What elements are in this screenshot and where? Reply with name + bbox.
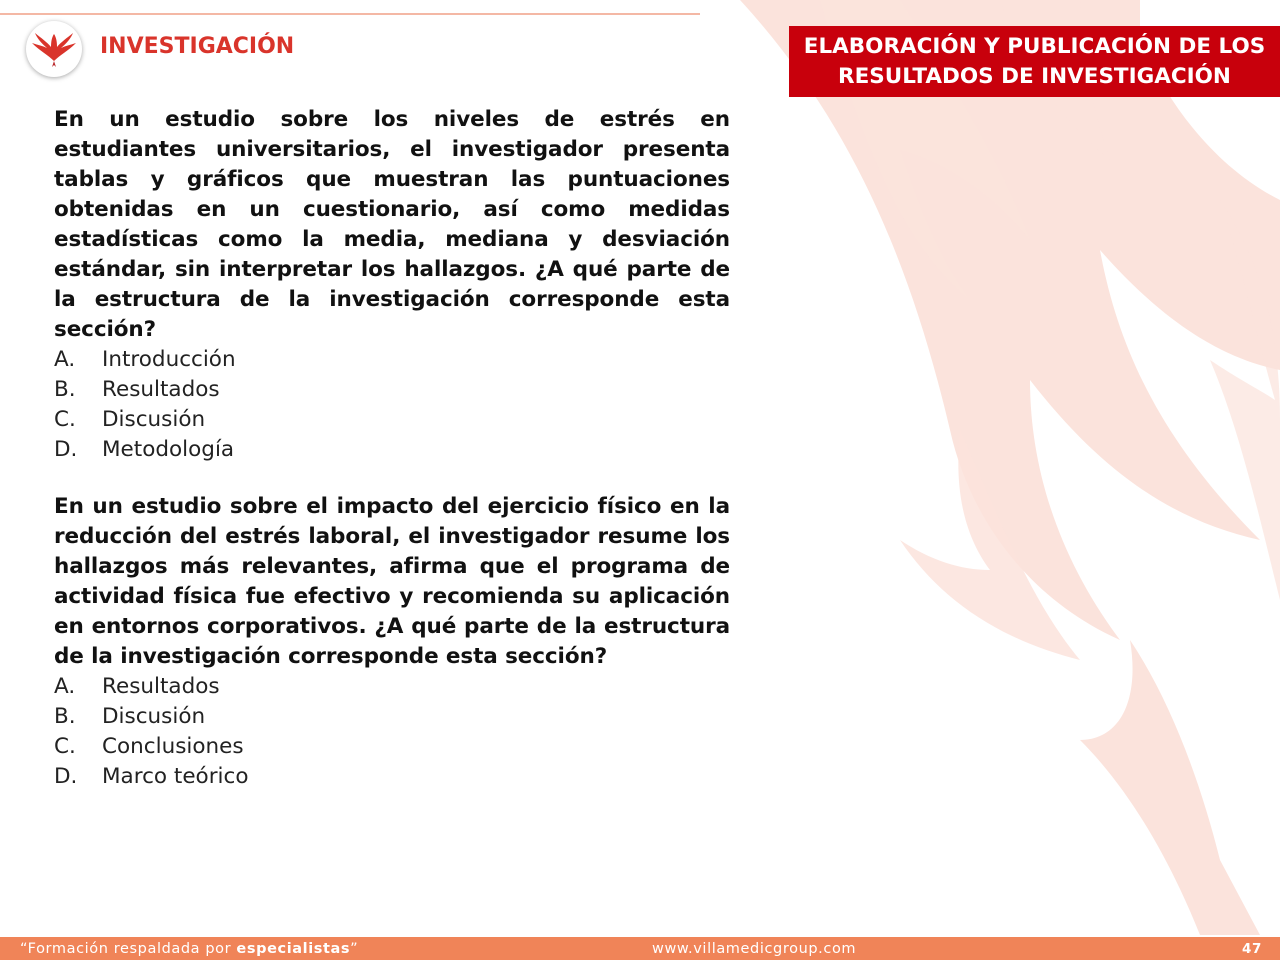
footer-slogan-bold: especialistas [236,941,351,957]
footer-slogan [20,937,358,961]
option-letter: C. [54,734,76,759]
option-letter: B. [54,377,76,402]
header-banner-line2: RESULTADOS DE INVESTIGACIÓN [838,64,1231,89]
option-label: Marco teórico [102,764,249,789]
footer-bar [0,937,1280,960]
option-letter: A. [54,347,76,372]
question-text: En un estudio sobre el impacto del ejercicio físico en la reducción del estrés laboral, el investigador resume los hallazgos más relevantes, afirma que el programa de actividad física fue efectivo y recomienda su aplicación en entornos corporativos. ¿A qué parte de la estructura de la investigación corresponde esta sección? [54,494,730,669]
footer-slogan-prefix: “Formación respaldada por [20,941,237,957]
section-title: INVESTIGACIÓN [100,34,295,59]
footer-website-link[interactable]: www.villamedicgroup.com [652,941,857,957]
option-letter: D. [54,764,78,789]
option-letter: B. [54,704,76,729]
option-label: Resultados [102,377,220,402]
footer-slogan-suffix: ” [350,941,359,957]
option-list [54,345,730,465]
option-label: Metodología [102,437,235,462]
option-list [54,672,730,792]
option-label: Discusión [102,407,206,432]
option-letter: C. [54,407,76,432]
option-letter: D. [54,437,78,462]
phoenix-logo-icon [26,21,82,77]
page-number: 47 [1242,941,1262,957]
question-block-1 [54,105,730,465]
header-banner [789,26,1280,97]
option-item [54,435,730,465]
option-item [54,672,730,702]
option-item [54,345,730,375]
phoenix-watermark [700,0,1280,935]
option-item [54,375,730,405]
option-label: Introducción [102,347,236,372]
option-letter: A. [54,674,76,699]
company-logo [26,21,82,77]
question-block-2 [54,492,730,792]
option-item [54,732,730,762]
option-item [54,762,730,792]
option-label: Conclusiones [102,734,244,759]
option-label: Resultados [102,674,220,699]
option-item [54,702,730,732]
question-text: En un estudio sobre los niveles de estrés en estudiantes universitarios, el investigador presenta tablas y gráficos que muestran las puntuaciones obtenidas en un cuestionario, así como medidas estadísticas como la media, mediana y desviación estándar, sin interpretar los hallazgos. ¿A qué parte de la estructura de la investigación corresponde esta sección? [54,107,730,342]
option-label: Discusión [102,704,206,729]
option-item [54,405,730,435]
header-banner-line1: ELABORACIÓN Y PUBLICACIÓN DE LOS [803,34,1266,59]
